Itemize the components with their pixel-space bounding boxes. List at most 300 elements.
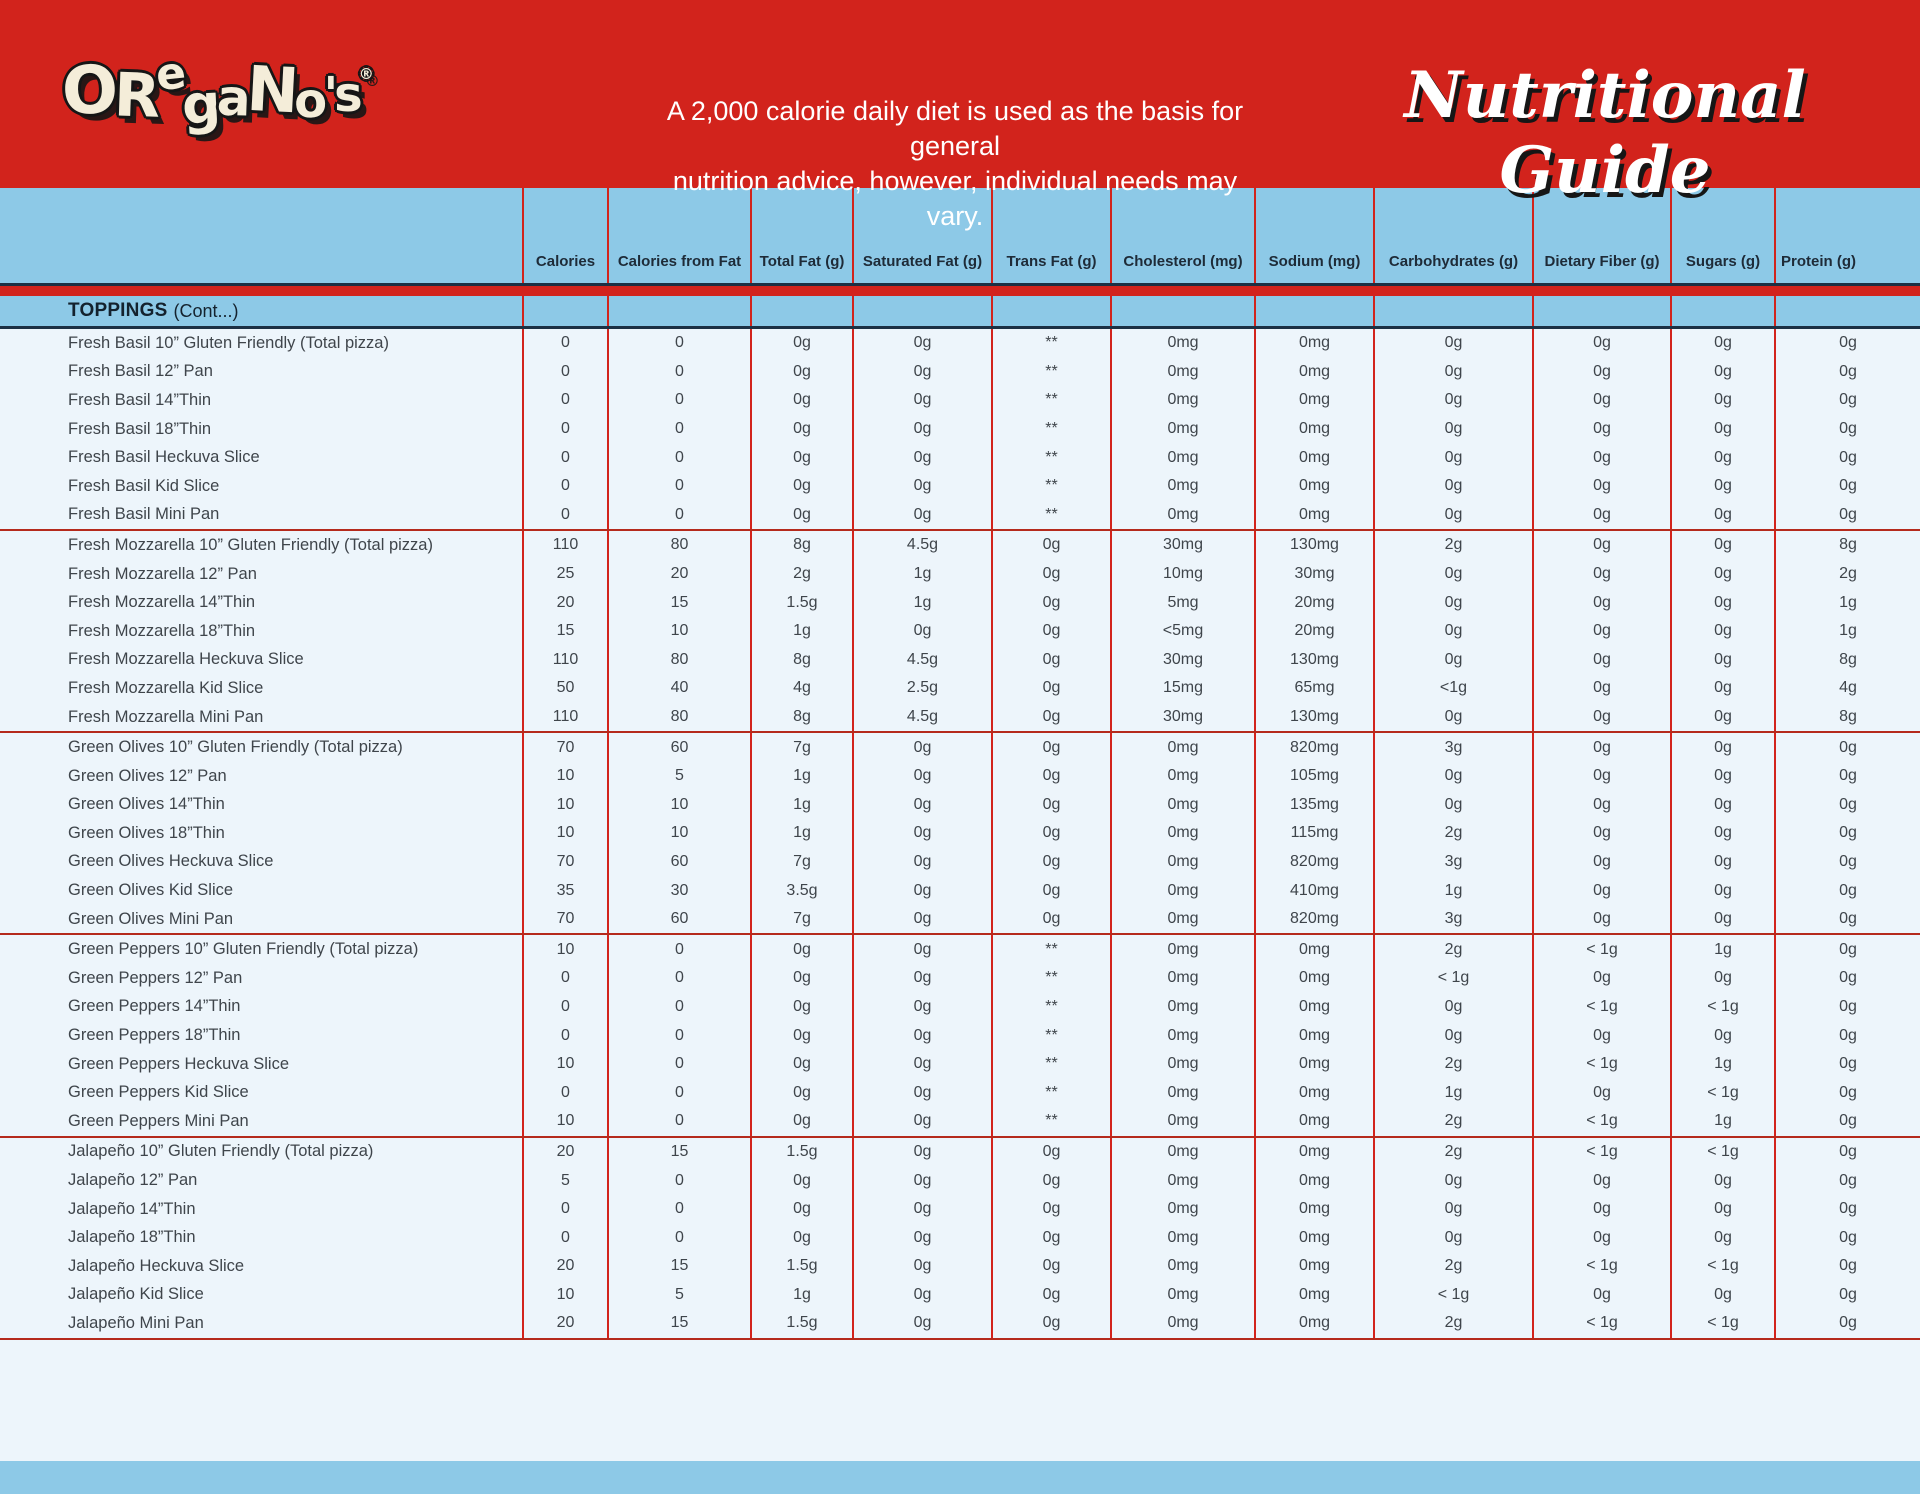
item-value: 0g — [1670, 501, 1774, 530]
item-value: 0g — [1774, 415, 1920, 444]
table-row — [0, 703, 1920, 732]
item-value: 0g — [1373, 1223, 1532, 1252]
item-value: 0g — [1774, 501, 1920, 530]
item-value: 0 — [607, 443, 750, 472]
table-row — [0, 733, 1920, 762]
item-value: 0mg — [1254, 358, 1373, 387]
item-value: 0 — [607, 358, 750, 387]
item-value: 0mg — [1110, 935, 1254, 964]
item-value: 0 — [607, 1107, 750, 1136]
item-value: 820mg — [1254, 905, 1373, 934]
item-value: 0g — [750, 1050, 852, 1079]
item-value: 0g — [991, 703, 1110, 732]
item-name: Fresh Basil Heckuva Slice — [68, 448, 260, 467]
section-header-cell — [1373, 296, 1532, 326]
column-header: Dietary Fiber (g) — [1532, 188, 1670, 283]
item-value: 0g — [852, 1050, 991, 1079]
column-header: Sugars (g) — [1670, 188, 1774, 283]
item-name: Jalapeño 10” Gluten Friendly (Total pizza) — [68, 1142, 374, 1161]
item-value: 0g — [852, 1309, 991, 1338]
item-name: Green Peppers Heckuva Slice — [68, 1054, 290, 1073]
item-value: 5 — [522, 1166, 607, 1195]
item-value: 0mg — [1254, 501, 1373, 530]
item-value: 2g — [1373, 935, 1532, 964]
column-header-spacer — [0, 188, 522, 283]
item-value: 0g — [852, 1021, 991, 1050]
item-value: 70 — [522, 733, 607, 762]
item-value: 0g — [750, 993, 852, 1022]
item-value: 80 — [607, 703, 750, 732]
item-value: 15 — [607, 1138, 750, 1167]
item-value: 0mg — [1254, 329, 1373, 358]
item-value: 0g — [991, 588, 1110, 617]
item-value: < 1g — [1670, 1078, 1774, 1107]
item-value: 0g — [1774, 993, 1920, 1022]
item-value: 65mg — [1254, 674, 1373, 703]
item-value: < 1g — [1670, 1252, 1774, 1281]
item-value: ** — [991, 993, 1110, 1022]
item-name: Green Olives 18”Thin — [68, 823, 225, 842]
item-value: 7g — [750, 733, 852, 762]
item-value: 0mg — [1110, 1223, 1254, 1252]
topping-group — [0, 329, 1920, 531]
item-value: 3g — [1373, 733, 1532, 762]
item-value: 1g — [750, 1281, 852, 1310]
section-header-rest: (Cont...) — [173, 300, 239, 321]
item-value: 0g — [852, 848, 991, 877]
footer-band — [0, 1461, 1920, 1494]
item-value: < 1g — [1532, 1138, 1670, 1167]
item-value: 25 — [522, 560, 607, 589]
table-row — [0, 1252, 1920, 1281]
table-body — [0, 329, 1920, 1340]
section-header-cell — [607, 296, 750, 326]
item-value: <5mg — [1110, 617, 1254, 646]
item-value: 60 — [607, 848, 750, 877]
item-value: 0g — [750, 329, 852, 358]
item-value: 135mg — [1254, 791, 1373, 820]
item-value: 0g — [852, 819, 991, 848]
table-row — [0, 935, 1920, 964]
item-value: 20 — [522, 1309, 607, 1338]
item-value: 0g — [991, 674, 1110, 703]
table-row — [0, 560, 1920, 589]
item-value: 0g — [1774, 848, 1920, 877]
item-value: 0g — [991, 762, 1110, 791]
item-name: Green Olives Mini Pan — [68, 909, 234, 928]
calorie-disclaimer — [655, 94, 1255, 234]
item-value: 1.5g — [750, 1252, 852, 1281]
item-value: 15 — [522, 617, 607, 646]
item-value: 0g — [852, 876, 991, 905]
section-header-cell — [1774, 296, 1920, 326]
item-value: 0g — [1532, 762, 1670, 791]
item-value: 0g — [1532, 905, 1670, 934]
item-value: 0g — [991, 1166, 1110, 1195]
item-value: 0mg — [1254, 386, 1373, 415]
item-value: 0mg — [1254, 1281, 1373, 1310]
item-value: 0mg — [1110, 733, 1254, 762]
item-name: Green Olives 14”Thin — [68, 795, 225, 814]
item-value: 4.5g — [852, 531, 991, 560]
item-value: 3g — [1373, 848, 1532, 877]
item-value: ** — [991, 415, 1110, 444]
item-value: 0 — [522, 993, 607, 1022]
item-value: 20mg — [1254, 588, 1373, 617]
item-value: 0g — [852, 1138, 991, 1167]
item-value: 0g — [1373, 1021, 1532, 1050]
table-row — [0, 848, 1920, 877]
item-value: 0mg — [1110, 443, 1254, 472]
item-value: 0g — [1670, 1195, 1774, 1224]
item-value: 0mg — [1110, 1252, 1254, 1281]
item-value: 0g — [1373, 358, 1532, 387]
item-value: 0g — [1373, 762, 1532, 791]
table-row — [0, 646, 1920, 675]
item-value: 0g — [1670, 876, 1774, 905]
item-value: 0g — [1532, 1021, 1670, 1050]
item-value: 0g — [1670, 531, 1774, 560]
item-value: 0g — [1532, 329, 1670, 358]
item-value: 0g — [1774, 1252, 1920, 1281]
section-header-cell — [1110, 296, 1254, 326]
item-name: Jalapeño 18”Thin — [68, 1228, 196, 1247]
table-row — [0, 415, 1920, 444]
section-header-cell — [1254, 296, 1373, 326]
item-value: 0mg — [1254, 1107, 1373, 1136]
item-value: 0mg — [1254, 1252, 1373, 1281]
item-value: 0g — [1373, 703, 1532, 732]
item-value: 0 — [607, 386, 750, 415]
table-row — [0, 674, 1920, 703]
column-header: Trans Fat (g) — [991, 188, 1110, 283]
item-value: 0g — [991, 1252, 1110, 1281]
item-value: 115mg — [1254, 819, 1373, 848]
item-value: 0 — [522, 443, 607, 472]
item-value: 2.5g — [852, 674, 991, 703]
item-value: 1.5g — [750, 1309, 852, 1338]
table-row — [0, 1138, 1920, 1167]
item-value: 0g — [1774, 1078, 1920, 1107]
item-name: Fresh Mozzarella Kid Slice — [68, 678, 264, 697]
item-value: 0g — [852, 443, 991, 472]
item-value: 3.5g — [750, 876, 852, 905]
item-value: 1g — [750, 762, 852, 791]
table-row — [0, 617, 1920, 646]
item-value: 15 — [607, 1252, 750, 1281]
item-value: 0g — [1670, 1021, 1774, 1050]
item-value: 15mg — [1110, 674, 1254, 703]
item-value: 2g — [1373, 1252, 1532, 1281]
item-value: 1g — [1670, 1050, 1774, 1079]
table-row — [0, 1309, 1920, 1338]
item-value: 0g — [750, 386, 852, 415]
item-value: 0g — [1532, 819, 1670, 848]
item-value: 0 — [522, 1223, 607, 1252]
item-value: 0mg — [1110, 993, 1254, 1022]
item-value: 0 — [607, 1223, 750, 1252]
item-value: 0g — [1532, 1166, 1670, 1195]
item-value: 0g — [1670, 472, 1774, 501]
item-name: Fresh Basil 14”Thin — [68, 390, 212, 409]
item-value: 0g — [750, 1078, 852, 1107]
topping-group — [0, 733, 1920, 935]
item-name: Fresh Mozzarella Heckuva Slice — [68, 650, 304, 669]
logo-letter: R — [112, 60, 158, 132]
item-value: 0g — [1532, 588, 1670, 617]
item-value: 20 — [522, 588, 607, 617]
table-row — [0, 1195, 1920, 1224]
item-value: 2g — [750, 560, 852, 589]
item-name: Green Peppers 12” Pan — [68, 968, 243, 987]
item-value: 0g — [750, 472, 852, 501]
item-value: 1.5g — [750, 588, 852, 617]
item-name: Green Peppers 14”Thin — [68, 997, 241, 1016]
item-value: 1g — [1670, 935, 1774, 964]
item-value: 110 — [522, 531, 607, 560]
item-value: ** — [991, 935, 1110, 964]
item-value: 1.5g — [750, 1138, 852, 1167]
item-value: ** — [991, 329, 1110, 358]
item-value: 10 — [522, 1107, 607, 1136]
item-value: 0mg — [1254, 1195, 1373, 1224]
item-value: 10 — [522, 819, 607, 848]
item-value: ** — [991, 1107, 1110, 1136]
item-value: 0mg — [1254, 1166, 1373, 1195]
item-value: 0g — [1670, 560, 1774, 589]
item-value: 1g — [750, 791, 852, 820]
item-value: 0mg — [1110, 1107, 1254, 1136]
item-value: 10 — [522, 791, 607, 820]
table-row — [0, 762, 1920, 791]
item-value: 0g — [750, 1021, 852, 1050]
item-value: 0g — [1774, 1223, 1920, 1252]
item-value: < 1g — [1532, 1107, 1670, 1136]
item-value: 0g — [1532, 703, 1670, 732]
table-row — [0, 501, 1920, 530]
logo-letter: N — [244, 51, 297, 128]
item-value: 0g — [1373, 386, 1532, 415]
item-value: 0g — [852, 1166, 991, 1195]
item-value: 10 — [522, 1050, 607, 1079]
item-value: 0g — [1774, 905, 1920, 934]
item-value: 2g — [1373, 1138, 1532, 1167]
item-value: 2g — [1373, 531, 1532, 560]
item-value: 0g — [852, 905, 991, 934]
item-value: 0g — [1774, 1138, 1920, 1167]
item-value: 105mg — [1254, 762, 1373, 791]
item-value: 2g — [1373, 819, 1532, 848]
section-header-cell — [991, 296, 1110, 326]
item-value: 0g — [1532, 1223, 1670, 1252]
section-header-row — [0, 296, 1920, 329]
item-value: 0g — [1670, 386, 1774, 415]
item-value: 0 — [522, 386, 607, 415]
item-value: 110 — [522, 703, 607, 732]
item-value: 80 — [607, 531, 750, 560]
item-value: 0g — [1774, 964, 1920, 993]
item-value: 0g — [1532, 386, 1670, 415]
item-value: < 1g — [1532, 935, 1670, 964]
item-name: Jalapeño Heckuva Slice — [68, 1256, 245, 1275]
item-value: ** — [991, 358, 1110, 387]
item-value: 1g — [1373, 1078, 1532, 1107]
item-value: 0 — [607, 1166, 750, 1195]
item-value: 0mg — [1110, 964, 1254, 993]
item-value: 0g — [991, 1309, 1110, 1338]
item-value: < 1g — [1532, 993, 1670, 1022]
item-value: 80 — [607, 646, 750, 675]
item-value: 0mg — [1254, 1223, 1373, 1252]
item-name: Fresh Basil Mini Pan — [68, 505, 220, 524]
item-value: 4.5g — [852, 703, 991, 732]
item-value: 0g — [1670, 646, 1774, 675]
item-value: 70 — [522, 848, 607, 877]
item-value: 0g — [852, 617, 991, 646]
item-value: 0mg — [1110, 415, 1254, 444]
item-name: Fresh Basil 18”Thin — [68, 419, 212, 438]
item-value: 10 — [607, 791, 750, 820]
item-value: 10 — [522, 1281, 607, 1310]
topping-group — [0, 531, 1920, 733]
item-value: 0g — [852, 791, 991, 820]
registered-mark-icon: ® — [358, 65, 374, 83]
item-value: 0 — [607, 935, 750, 964]
item-value: 0g — [1532, 674, 1670, 703]
item-value: 0g — [1774, 1309, 1920, 1338]
table-row — [0, 531, 1920, 560]
item-value: 0 — [607, 993, 750, 1022]
item-value: 2g — [1774, 560, 1920, 589]
item-value: 0mg — [1254, 1021, 1373, 1050]
logo-letter: o — [293, 72, 325, 130]
item-value: 0g — [991, 617, 1110, 646]
item-value: < 1g — [1532, 1309, 1670, 1338]
item-value: 0g — [1670, 905, 1774, 934]
item-value: 0g — [1774, 819, 1920, 848]
item-value: 0g — [1774, 472, 1920, 501]
item-value: 0g — [1670, 848, 1774, 877]
item-name: Fresh Basil 10” Gluten Friendly (Total pizza) — [68, 333, 389, 352]
item-value: < 1g — [1532, 1050, 1670, 1079]
item-value: 0mg — [1110, 762, 1254, 791]
item-value: 10 — [522, 762, 607, 791]
item-value: 0 — [607, 1078, 750, 1107]
item-value: 10mg — [1110, 560, 1254, 589]
item-value: 0 — [522, 1195, 607, 1224]
table-row — [0, 358, 1920, 387]
item-value: 0g — [1373, 329, 1532, 358]
item-value: 0g — [852, 1107, 991, 1136]
divider-red-bar — [0, 286, 1920, 296]
item-value: 0g — [852, 964, 991, 993]
item-value: 0mg — [1110, 876, 1254, 905]
item-value: < 1g — [1670, 993, 1774, 1022]
item-value: 0g — [1774, 1166, 1920, 1195]
item-value: 0mg — [1254, 415, 1373, 444]
item-name: Jalapeño Kid Slice — [68, 1285, 204, 1304]
table-row — [0, 443, 1920, 472]
item-value: 0 — [607, 329, 750, 358]
item-value: 0g — [1774, 762, 1920, 791]
item-value: 4g — [750, 674, 852, 703]
item-value: ** — [991, 964, 1110, 993]
item-value: 0g — [991, 876, 1110, 905]
table-row — [0, 1021, 1920, 1050]
logo-letter: a — [215, 68, 248, 128]
item-value: 0g — [991, 1195, 1110, 1224]
item-value: 0g — [750, 1166, 852, 1195]
item-name: Green Olives 12” Pan — [68, 766, 227, 785]
item-value: 0g — [852, 358, 991, 387]
item-value: 820mg — [1254, 848, 1373, 877]
item-value: 0g — [852, 415, 991, 444]
item-value: 20 — [607, 560, 750, 589]
item-value: 0g — [750, 358, 852, 387]
item-value: < 1g — [1373, 964, 1532, 993]
item-value: 0g — [1670, 358, 1774, 387]
item-value: ** — [991, 1050, 1110, 1079]
item-value: 0mg — [1254, 443, 1373, 472]
item-value: 0mg — [1110, 848, 1254, 877]
item-value: 0g — [991, 819, 1110, 848]
item-value: 10 — [522, 935, 607, 964]
item-value: < 1g — [1670, 1309, 1774, 1338]
item-value: < 1g — [1373, 1281, 1532, 1310]
item-value: 0g — [1532, 1281, 1670, 1310]
item-value: 0g — [991, 531, 1110, 560]
item-name: Green Olives Kid Slice — [68, 881, 234, 900]
item-value: 0g — [1373, 617, 1532, 646]
item-value: 0g — [852, 386, 991, 415]
item-value: 0g — [1670, 819, 1774, 848]
item-name: Fresh Mozzarella 12” Pan — [68, 564, 257, 583]
item-value: 0g — [852, 329, 991, 358]
item-name: Fresh Mozzarella 18”Thin — [68, 621, 256, 640]
item-value: 70 — [522, 905, 607, 934]
item-value: 0g — [1532, 617, 1670, 646]
item-value: 0g — [750, 964, 852, 993]
item-value: 110 — [522, 646, 607, 675]
item-value: 0g — [750, 1195, 852, 1224]
page-title: Nutritional Guide — [1404, 58, 1806, 208]
item-value: 410mg — [1254, 876, 1373, 905]
item-value: 15 — [607, 1309, 750, 1338]
item-value: 1g — [750, 819, 852, 848]
disclaimer-line-2: nutrition advice, however, individual needs may vary. — [672, 166, 1238, 231]
item-value: 0mg — [1254, 1078, 1373, 1107]
item-value: 0g — [852, 1195, 991, 1224]
item-value: 5 — [607, 1281, 750, 1310]
item-value: 30mg — [1110, 646, 1254, 675]
item-value: 0g — [1670, 1223, 1774, 1252]
item-value: 0g — [991, 560, 1110, 589]
item-value: 0g — [1670, 329, 1774, 358]
item-value: ** — [991, 443, 1110, 472]
item-value: 0g — [1670, 443, 1774, 472]
item-value: 0mg — [1110, 472, 1254, 501]
item-value: 0g — [852, 1252, 991, 1281]
item-value: 0mg — [1110, 1309, 1254, 1338]
item-value: 0g — [1670, 1166, 1774, 1195]
item-value: 0g — [1373, 791, 1532, 820]
item-value: 0g — [1670, 617, 1774, 646]
item-value: 0 — [607, 1021, 750, 1050]
item-value: 0g — [1373, 1166, 1532, 1195]
table-row — [0, 386, 1920, 415]
item-value: 0 — [522, 358, 607, 387]
table-row — [0, 1050, 1920, 1079]
